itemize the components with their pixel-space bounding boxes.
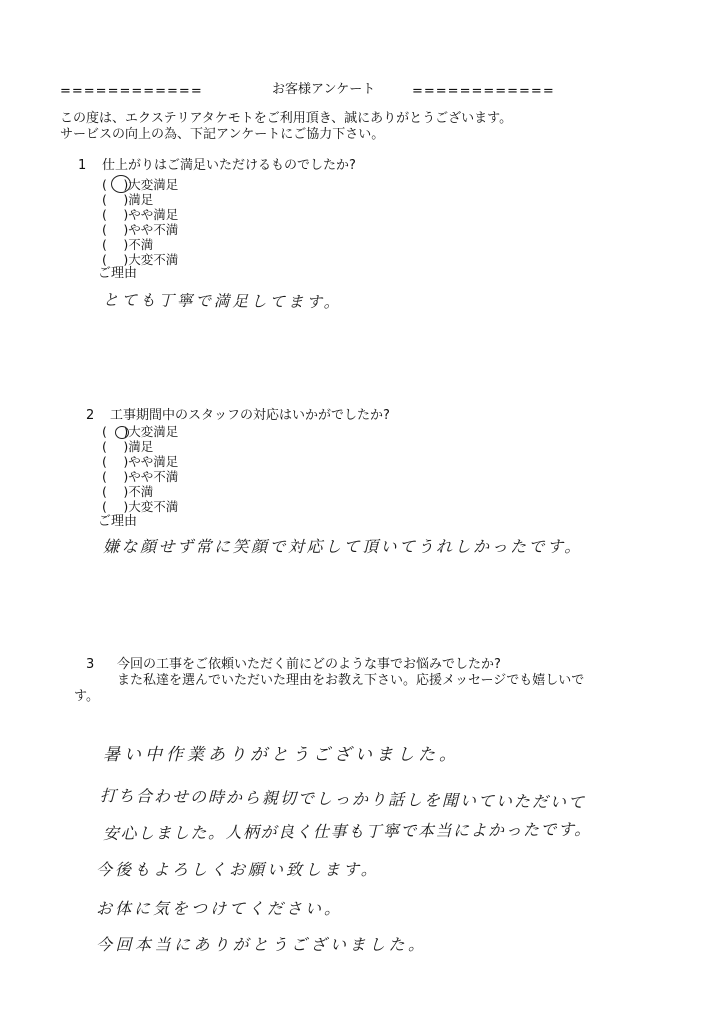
q2-reason-handwriting: 嫌な顔せず常に笑顔で対応して頂いてうれしかったです。 [103,537,583,556]
q2-option-very-satisfied: ( )大変満足 [102,424,179,439]
q2-reason-label: ご理由 [98,514,138,529]
q2-question: 工事期間中のスタッフの対応はいかがでしたか? [110,408,390,423]
q3-answer-line-5: お体に気をつけてください。 [96,899,344,918]
q3-answer-line-6: 今回本当にありがとうございました。 [96,935,428,954]
q2-option-somewhat-satisfied: ( )やや満足 [102,454,179,469]
q2-option-very-dissatisfied: ( )大変不満 [102,499,179,514]
q3-answer-line-1: 暑い中作業ありがとうございました。 [103,745,460,765]
q3-answer-line-4: 今後もよろしくお願い致します。 [96,860,380,879]
q3-answer-line-3: 安心しました。人柄が良く仕事も丁寧で本当によかったです。 [102,819,592,843]
q3-number: 3 [86,657,95,672]
q3-answer-line-2: 打ち合わせの時から親切でしっかり話しを聞いていただいて [99,786,587,812]
intro-line-1: この度は、エクステリアタケモトをご利用頂き、誠にありがとうございます。 [60,111,513,126]
q3-question-line-3: す。 [74,689,99,704]
q1-option-very-dissatisfied: ( )大変不満 [102,252,179,267]
q1-option-satisfied: ( )満足 [102,192,154,207]
q1-option-dissatisfied: ( )不満 [102,237,154,252]
q1-option-somewhat-satisfied: ( )やや満足 [102,207,179,222]
q1-option-very-satisfied: ( )大変満足 [102,177,179,192]
header-rule-left: ============ [60,84,203,99]
q3-question-line-1: 今回の工事をご依頼いただく前にどのような事でお悩みでしたか? [117,657,501,672]
q2-option-somewhat-dissatisfied: ( )やや不満 [102,469,179,484]
q1-reason-handwriting: とても丁寧で満足してます。 [102,291,343,312]
q2-selected-circle-mark [115,426,129,439]
q1-question: 仕上がりはご満足いただけるものでしたか? [102,158,356,173]
intro-line-2: サービスの向上の為、下記アンケートにご協力下さい。 [60,127,385,142]
q1-option-somewhat-dissatisfied: ( )やや不満 [102,222,179,237]
header-rule-right: ============ [412,84,555,99]
q2-option-dissatisfied: ( )不満 [102,484,154,499]
q1-reason-label: ご理由 [98,266,138,281]
q1-selected-circle-mark [111,175,131,193]
page-title: お客様アンケート [272,82,376,97]
q2-number: 2 [86,408,95,423]
q3-question-line-2: また私達を選んでいただいた理由をお教え下さい。応援メッセージでも嬉しいで [117,673,585,688]
q1-number: 1 [78,158,87,173]
q2-option-satisfied: ( )満足 [102,439,154,454]
